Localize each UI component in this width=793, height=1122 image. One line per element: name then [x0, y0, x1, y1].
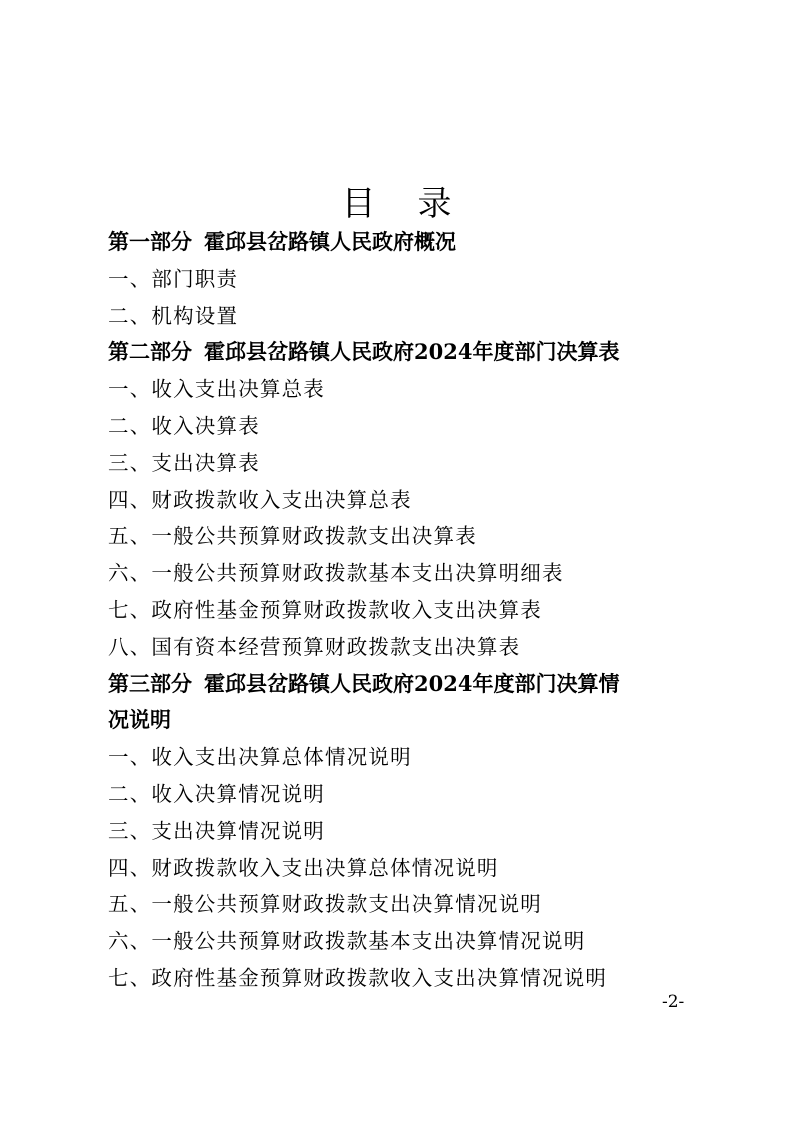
toc-title-char-1: 目 — [341, 184, 376, 224]
part-2-label: 第二部分 — [108, 339, 192, 365]
part-3-title: 霍邱县岔路镇人民政府2024年度部门决算情 — [204, 670, 620, 696]
part-3-label: 第三部分 — [108, 670, 192, 696]
page-number: -2- — [662, 992, 685, 1012]
toc-entry-2-8[interactable]: 八、国有资本经营预算财政拨款支出决算表 — [108, 634, 521, 659]
toc-entry-1-1[interactable]: 一、部门职责 — [108, 266, 239, 291]
part-3-heading-continued[interactable]: 况说明 — [108, 707, 171, 733]
toc-title — [0, 178, 793, 230]
toc-entry-2-3[interactable]: 三、支出决算表 — [108, 450, 260, 475]
toc-entry-3-7[interactable]: 七、政府性基金预算财政拨款收入支出决算情况说明 — [108, 965, 608, 990]
toc-entry-3-4[interactable]: 四、财政拨款收入支出决算总体情况说明 — [108, 855, 499, 880]
part-2-title: 霍邱县岔路镇人民政府2024年度部门决算表 — [204, 339, 620, 365]
toc-title-char-2: 录 — [417, 184, 452, 224]
part-1-label: 第一部分 — [108, 229, 192, 254]
toc-entry-2-7[interactable]: 七、政府性基金预算财政拨款收入支出决算表 — [108, 597, 542, 622]
table-of-contents — [108, 224, 708, 997]
toc-entry-2-4[interactable]: 四、财政拨款收入支出决算总表 — [108, 487, 412, 512]
toc-entry-3-3[interactable]: 三、支出决算情况说明 — [108, 818, 325, 843]
toc-entry-2-1[interactable]: 一、收入支出决算总表 — [108, 377, 325, 402]
part-1-heading[interactable] — [108, 224, 708, 261]
toc-entry-3-1[interactable]: 一、收入支出决算总体情况说明 — [108, 745, 412, 770]
toc-entry-3-6[interactable]: 六、一般公共预算财政拨款基本支出决算情况说明 — [108, 929, 586, 954]
toc-entry-3-2[interactable]: 二、收入决算情况说明 — [108, 781, 325, 806]
toc-entry-2-6[interactable]: 六、一般公共预算财政拨款基本支出决算明细表 — [108, 561, 564, 586]
part-3-heading[interactable] — [108, 666, 708, 703]
toc-entry-1-2[interactable]: 二、机构设置 — [108, 303, 239, 328]
toc-entry-2-5[interactable]: 五、一般公共预算财政拨款支出决算表 — [108, 524, 477, 549]
part-1-title: 霍邱县岔路镇人民政府概况 — [204, 229, 456, 254]
toc-entry-2-2[interactable]: 二、收入决算表 — [108, 413, 260, 438]
toc-entry-3-5[interactable]: 五、一般公共预算财政拨款支出决算情况说明 — [108, 892, 542, 917]
part-2-heading[interactable] — [108, 334, 708, 371]
